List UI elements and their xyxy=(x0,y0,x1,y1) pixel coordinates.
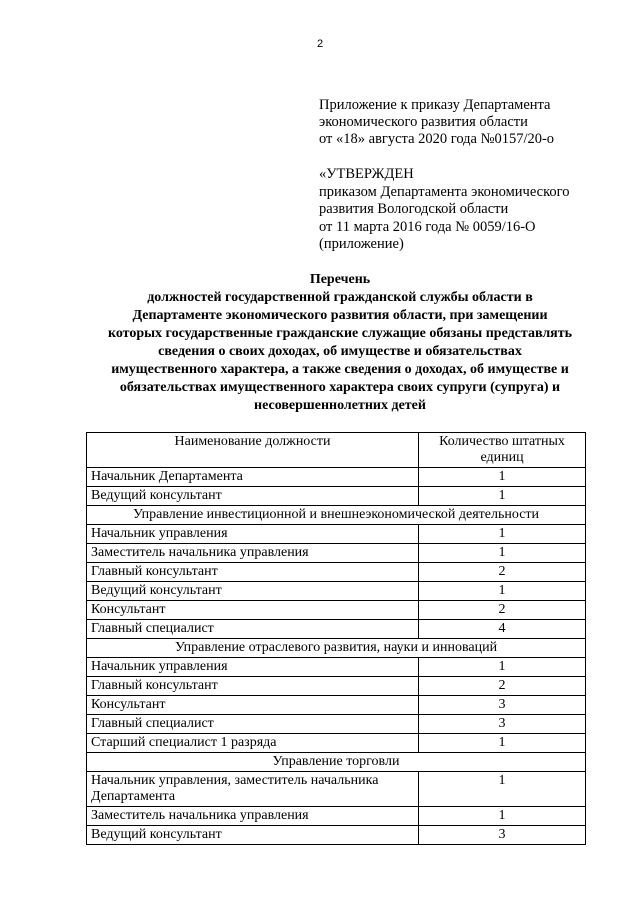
header-position-name: Наименование должности xyxy=(87,433,419,468)
table-row xyxy=(87,620,586,639)
approval-line: (приложение) xyxy=(319,236,404,252)
staff-count: 3 xyxy=(419,715,586,734)
staff-count: 2 xyxy=(419,563,586,582)
position-name: Ведущий консультант xyxy=(87,582,419,601)
section-title: Управление торговли xyxy=(87,753,586,772)
position-name: Заместитель начальника управления xyxy=(87,544,419,563)
table-row xyxy=(87,582,586,601)
staff-count: 2 xyxy=(419,677,586,696)
appendix-line: от «18» августа 2020 года №0157/20-о xyxy=(319,131,555,147)
approval-line: развития Вологодской области xyxy=(319,201,509,217)
title-line: Департаменте экономического развития области, при замещении xyxy=(132,308,548,323)
staff-count: 3 xyxy=(419,826,586,845)
position-name: Главный специалист xyxy=(87,715,419,734)
staff-count: 1 xyxy=(419,544,586,563)
staff-count: 1 xyxy=(419,807,586,826)
title-line: сведения о своих доходах, об имуществе и обязательствах xyxy=(158,344,522,359)
table-row xyxy=(87,696,586,715)
appendix-note xyxy=(319,97,554,148)
table-row xyxy=(87,734,586,753)
table-header-row xyxy=(87,433,586,468)
title-line: Перечень xyxy=(309,272,371,287)
title-line: которых государственные гражданские служащие обязаны представлять xyxy=(107,326,573,341)
section-row xyxy=(87,639,586,658)
header-staff-count: Количество штатных единиц xyxy=(419,433,586,468)
table-row xyxy=(87,658,586,677)
table-row xyxy=(87,468,586,487)
position-name: Начальник управления xyxy=(87,658,419,677)
table-row xyxy=(87,487,586,506)
table-row xyxy=(87,772,586,807)
document-title xyxy=(80,271,600,415)
position-name: Ведущий консультант xyxy=(87,826,419,845)
approval-block xyxy=(319,166,569,254)
section-row xyxy=(87,506,586,525)
section-title: Управление инвестиционной и внешнеэкономической деятельности xyxy=(87,506,586,525)
position-name: Ведущий консультант xyxy=(87,487,419,506)
staff-count: 1 xyxy=(419,468,586,487)
approval-line: «УТВЕРЖДЕН xyxy=(319,166,414,182)
position-name: Начальник Департамента xyxy=(87,468,419,487)
staff-count: 4 xyxy=(419,620,586,639)
position-name: Консультант xyxy=(87,601,419,620)
table-row xyxy=(87,677,586,696)
table-row xyxy=(87,715,586,734)
position-name: Главный консультант xyxy=(87,563,419,582)
title-line: должностей государственной гражданской службы области в xyxy=(147,290,533,305)
staff-count: 1 xyxy=(419,525,586,544)
title-line: имущественного характера, а также сведения о доходах, об имуществе и xyxy=(111,362,569,377)
title-line: обязательствах имущественного характера своих супруги (супруга) и xyxy=(119,380,561,395)
appendix-line: экономического развития области xyxy=(319,114,528,130)
staff-count: 1 xyxy=(419,487,586,506)
position-name: Начальник управления, заместитель начальника Департамента xyxy=(87,772,419,807)
staff-count: 3 xyxy=(419,696,586,715)
position-name: Главный консультант xyxy=(87,677,419,696)
staff-count: 1 xyxy=(419,734,586,753)
approval-line: от 11 марта 2016 года № 0059/16-О xyxy=(319,218,536,235)
position-name: Начальник управления xyxy=(87,525,419,544)
positions-table-body xyxy=(87,433,586,845)
table-row xyxy=(87,544,586,563)
staff-count: 1 xyxy=(419,582,586,601)
table-row xyxy=(87,525,586,544)
table-row xyxy=(87,563,586,582)
table-row xyxy=(87,807,586,826)
approval-line: приказом Департамента экономического xyxy=(319,183,570,200)
position-name: Главный специалист xyxy=(87,620,419,639)
positions-table xyxy=(86,432,586,845)
staff-count: 2 xyxy=(419,601,586,620)
staff-count: 1 xyxy=(419,772,586,807)
table-row xyxy=(87,826,586,845)
position-name: Консультант xyxy=(87,696,419,715)
section-row xyxy=(87,753,586,772)
position-name: Заместитель начальника управления xyxy=(87,807,419,826)
table-row xyxy=(87,601,586,620)
appendix-line: Приложение к приказу Департамента xyxy=(319,97,551,113)
position-name: Старший специалист 1 разряда xyxy=(87,734,419,753)
section-title: Управление отраслевого развития, науки и инноваций xyxy=(87,639,586,658)
staff-count: 1 xyxy=(419,658,586,677)
title-line: несовершеннолетних детей xyxy=(254,398,426,413)
page-number: 2 xyxy=(316,38,324,50)
